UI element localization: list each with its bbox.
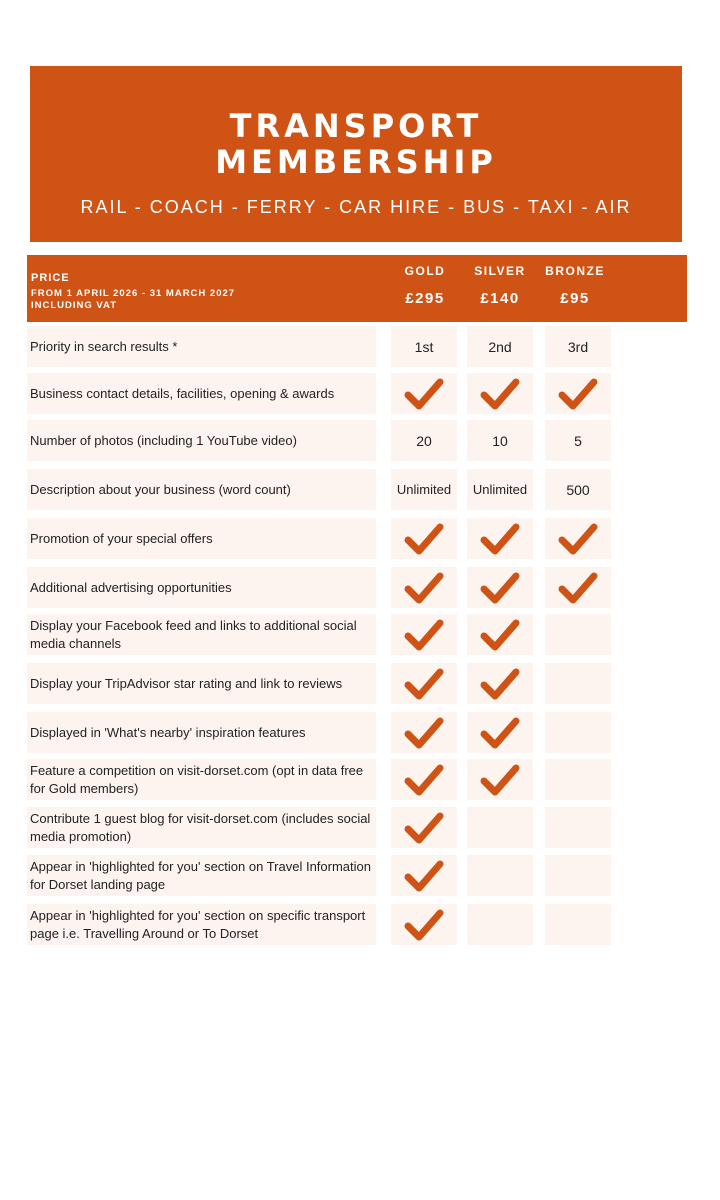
checkmark-icon (404, 522, 444, 556)
tier-cell-bronze (545, 420, 611, 461)
price-dates (31, 288, 331, 312)
tier-value: Unlimited (472, 482, 528, 497)
tier-value: 1st (414, 338, 434, 355)
tier-name: SILVER (474, 264, 526, 278)
tier-bronze (535, 255, 615, 307)
feature-row (0, 373, 720, 414)
tier-cell-silver (467, 663, 533, 704)
checkmark-icon (480, 716, 520, 750)
tier-cell-empty (545, 759, 611, 800)
feature-row (0, 759, 720, 800)
feature-row (0, 855, 720, 896)
checkmark-icon (480, 667, 520, 701)
tier-cell-silver (467, 326, 533, 367)
feature-label: Additional advertising opportunities (27, 567, 376, 608)
tier-cell-bronze (545, 373, 611, 414)
title-line-2: MEMBERSHIP (215, 143, 497, 181)
checkmark-icon (404, 618, 444, 652)
tier-cell-empty (545, 712, 611, 753)
checkmark-icon (404, 716, 444, 750)
feature-label: Appear in 'highlighted for you' section on Travel Information for Dorset landing page (27, 855, 376, 896)
tier-cell-silver (467, 420, 533, 461)
feature-row (0, 469, 720, 510)
feature-label: Displayed in 'What's nearby' inspiration features (27, 712, 376, 753)
tier-cell-silver (467, 518, 533, 559)
tier-cell-bronze (545, 567, 611, 608)
tier-cell-gold (391, 904, 457, 945)
tier-cell-gold (391, 663, 457, 704)
feature-row (0, 567, 720, 608)
tier-silver (460, 255, 540, 307)
tier-value: 2nd (488, 338, 512, 355)
checkmark-icon (480, 522, 520, 556)
feature-label: Appear in 'highlighted for you' section on specific transport page i.e. Travelling Around or To Dorset (27, 904, 376, 945)
tier-cell-empty (545, 614, 611, 655)
tier-cell-empty (545, 904, 611, 945)
feature-row (0, 326, 720, 367)
tier-price: £295 (405, 290, 445, 307)
checkmark-icon (404, 908, 444, 942)
tier-cell-empty (467, 904, 533, 945)
tier-price: £140 (480, 290, 520, 307)
tier-cell-gold (391, 469, 457, 510)
tier-cell-silver (467, 712, 533, 753)
feature-row (0, 614, 720, 655)
checkmark-icon (404, 667, 444, 701)
tier-cell-empty (467, 807, 533, 848)
feature-label: Display your TripAdvisor star rating and link to reviews (27, 663, 376, 704)
tier-cell-bronze (545, 469, 611, 510)
tier-cell-silver (467, 373, 533, 414)
feature-label: Business contact details, facilities, opening & awards (27, 373, 376, 414)
tier-name: BRONZE (545, 264, 605, 278)
tier-cell-gold (391, 420, 457, 461)
feature-label: Priority in search results * (27, 326, 376, 367)
feature-row (0, 518, 720, 559)
feature-row (0, 712, 720, 753)
tier-cell-empty (545, 807, 611, 848)
feature-label: Number of photos (including 1 YouTube video) (27, 420, 376, 461)
feature-label: Feature a competition on visit-dorset.com (opt in data free for Gold members) (27, 759, 376, 800)
tier-cell-bronze (545, 518, 611, 559)
checkmark-icon (558, 522, 598, 556)
tier-cell-bronze (545, 326, 611, 367)
feature-label: Promotion of your special offers (27, 518, 376, 559)
tier-cell-silver (467, 469, 533, 510)
tier-cell-empty (545, 855, 611, 896)
tier-cell-gold (391, 759, 457, 800)
checkmark-icon (558, 571, 598, 605)
tier-cell-gold (391, 807, 457, 848)
feature-label: Contribute 1 guest blog for visit-dorset.com (includes social media promotion) (27, 807, 376, 848)
checkmark-icon (404, 763, 444, 797)
tier-name: GOLD (404, 264, 446, 278)
tier-cell-empty (467, 855, 533, 896)
price-dates-line-1: FROM 1 APRIL 2026 - 31 MARCH 2027 (31, 288, 236, 299)
price-dates-line-2: INCLUDING VAT (31, 300, 118, 311)
feature-row (0, 904, 720, 945)
price-header (27, 255, 687, 322)
tier-cell-silver (467, 759, 533, 800)
tier-value: 5 (574, 432, 582, 449)
tier-value: 10 (492, 432, 508, 449)
tier-value: 3rd (567, 338, 589, 355)
checkmark-icon (404, 377, 444, 411)
checkmark-icon (404, 571, 444, 605)
tier-cell-gold (391, 614, 457, 655)
tier-cell-silver (467, 614, 533, 655)
price-label: PRICE (31, 272, 70, 284)
subtitle: RAIL - COACH - FERRY - CAR HIRE - BUS - TAXI - AIR (80, 197, 632, 217)
checkmark-icon (480, 571, 520, 605)
title-line-1: TRANSPORT (229, 107, 483, 145)
checkmark-icon (480, 618, 520, 652)
tier-value: Unlimited (396, 482, 452, 497)
tier-cell-gold (391, 326, 457, 367)
checkmark-icon (558, 377, 598, 411)
checkmark-icon (480, 377, 520, 411)
feature-row (0, 807, 720, 848)
feature-row (0, 663, 720, 704)
checkmark-icon (404, 859, 444, 893)
tier-cell-gold (391, 518, 457, 559)
feature-row (0, 420, 720, 461)
tier-cell-silver (467, 567, 533, 608)
tier-cell-gold (391, 855, 457, 896)
tier-value: 500 (566, 481, 590, 498)
tier-value: 20 (416, 432, 432, 449)
tier-cell-gold (391, 373, 457, 414)
tier-gold (385, 255, 465, 307)
tier-cell-gold (391, 712, 457, 753)
tier-cell-gold (391, 567, 457, 608)
title-banner (30, 66, 682, 242)
tier-cell-empty (545, 663, 611, 704)
tier-price: £95 (560, 290, 590, 307)
feature-label: Description about your business (word count) (27, 469, 376, 510)
checkmark-icon (480, 763, 520, 797)
feature-label: Display your Facebook feed and links to additional social media channels (27, 614, 376, 655)
checkmark-icon (404, 811, 444, 845)
